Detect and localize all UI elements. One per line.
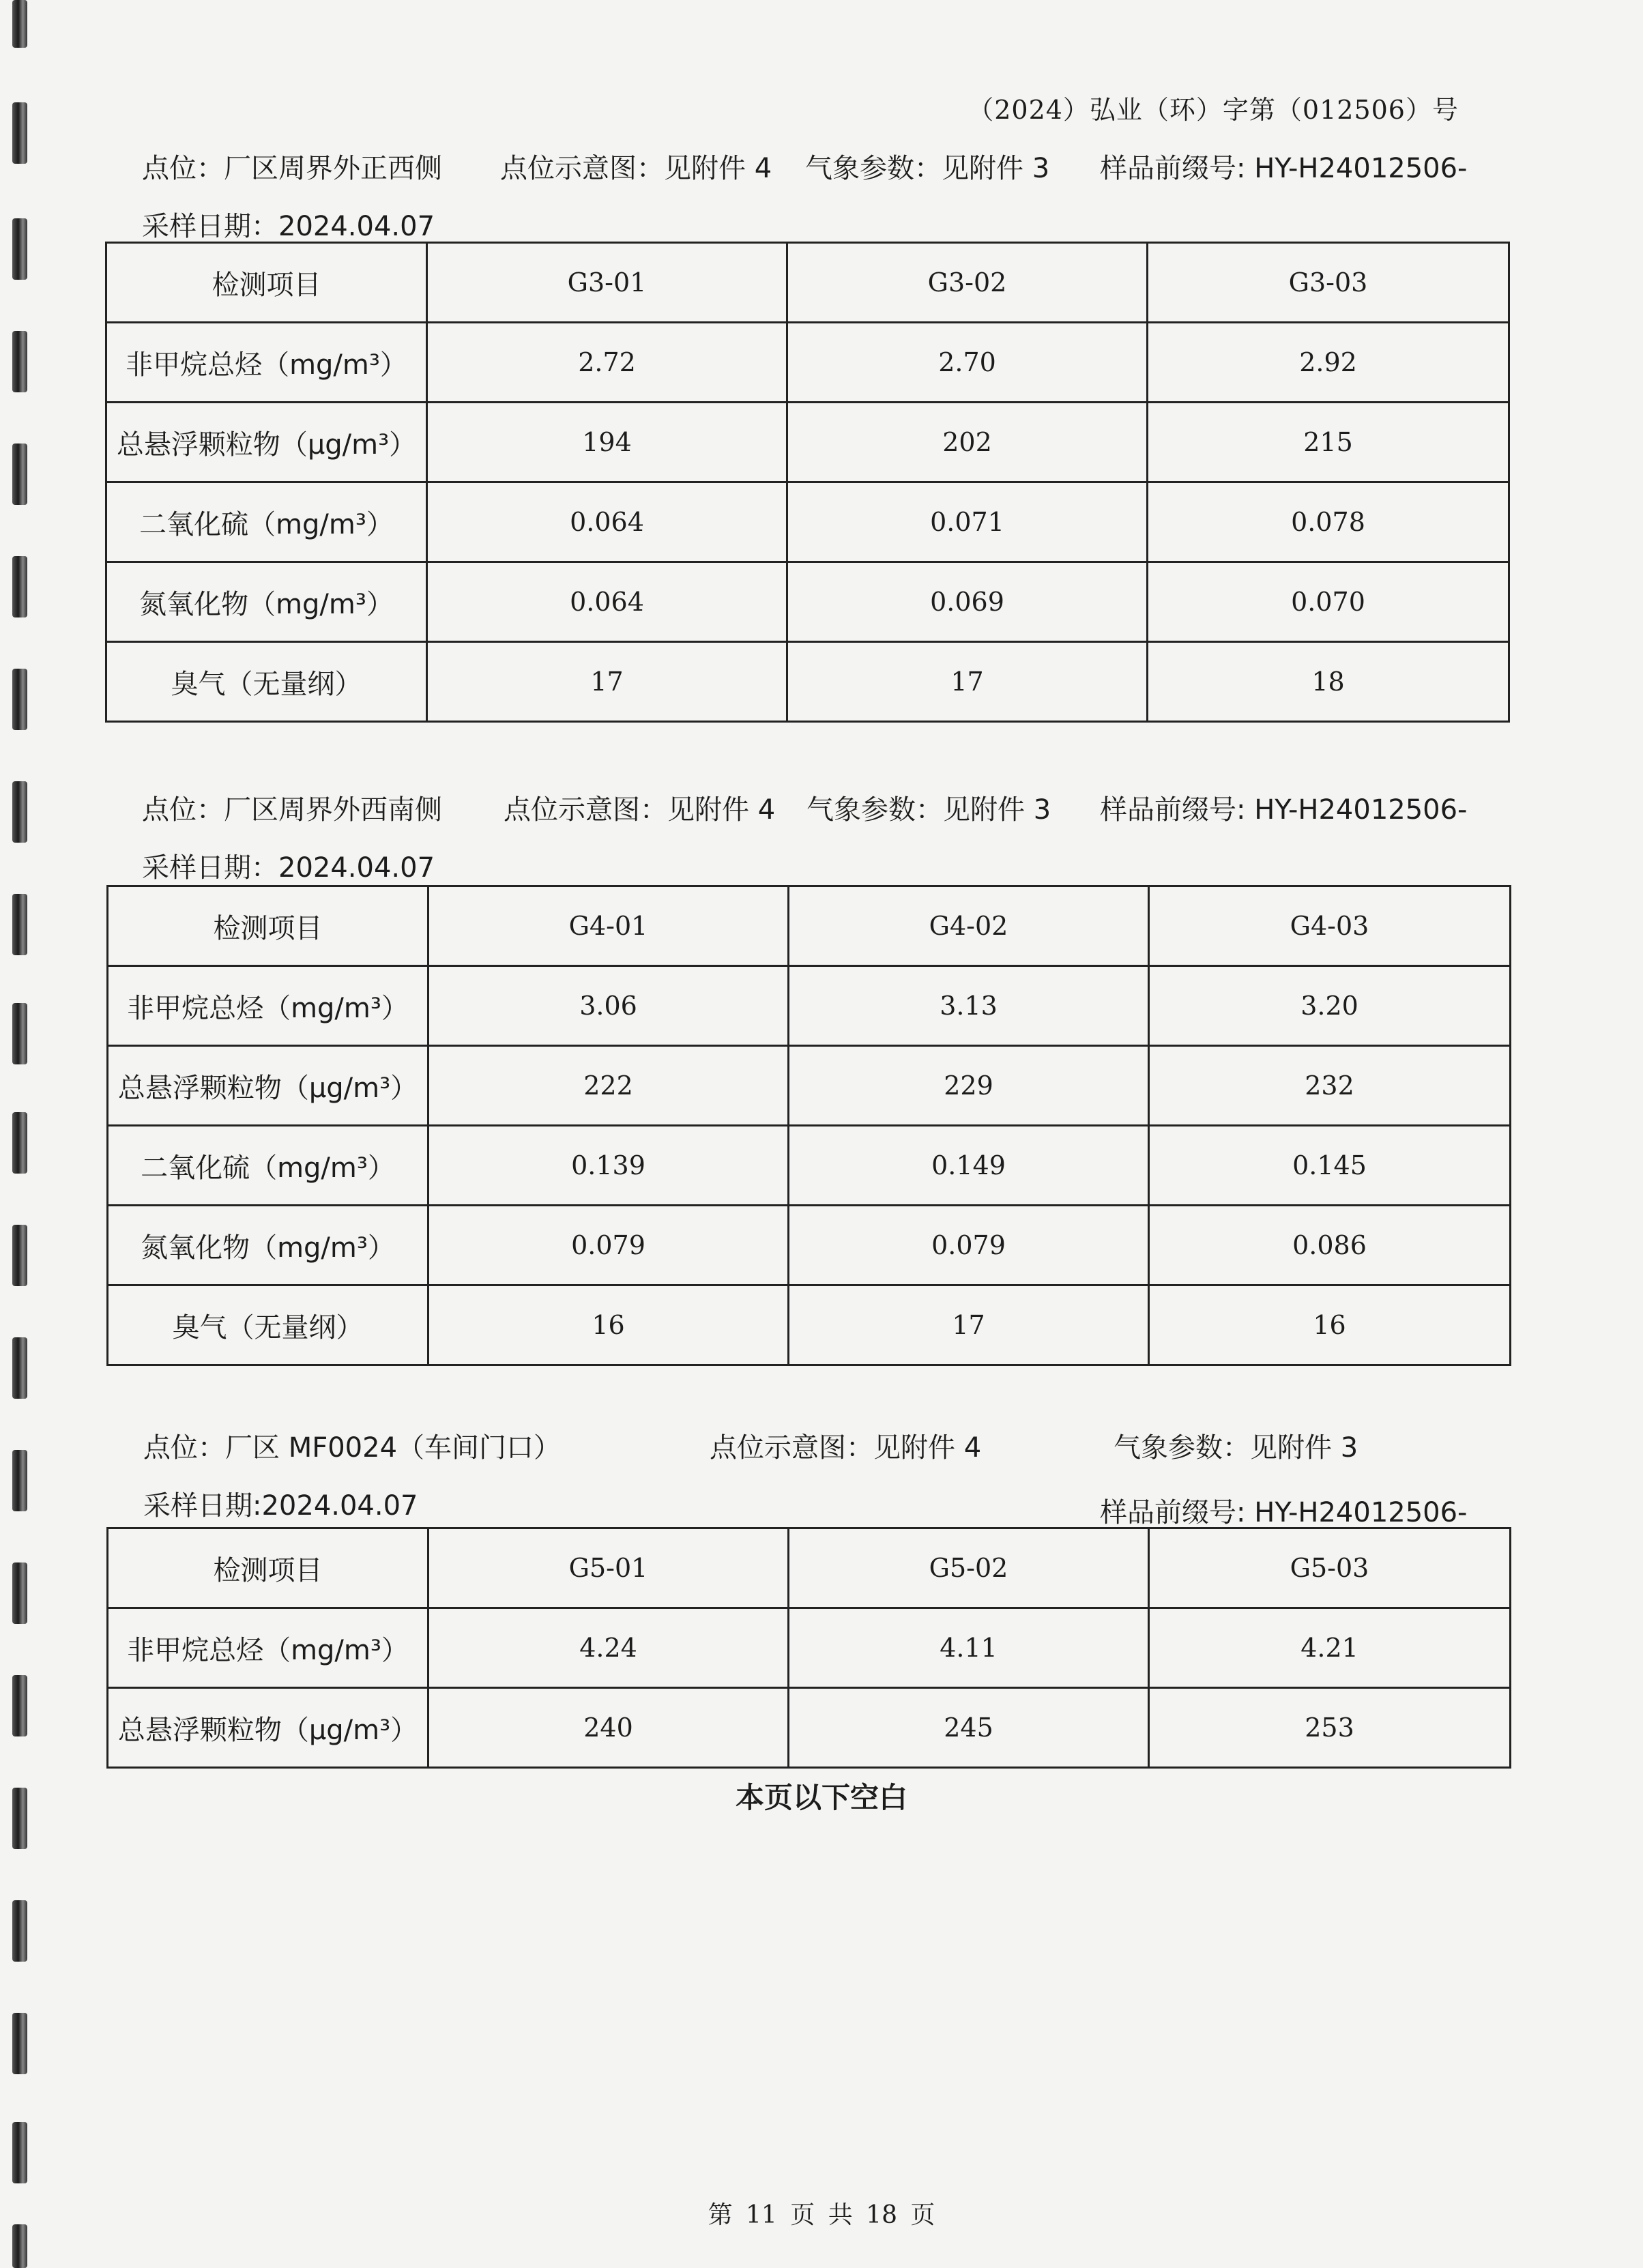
header-item: 检测项目 — [106, 243, 427, 323]
section3-diagram: 点位示意图：见附件 4 — [710, 1432, 982, 1464]
cell-value: 4.21 — [1149, 1608, 1511, 1688]
table-row — [108, 1688, 1511, 1768]
table-row — [108, 1608, 1511, 1688]
section2-weather: 气象参数：见附件 3 — [806, 794, 1051, 826]
section3-table — [106, 1527, 1511, 1769]
table-row — [108, 1285, 1511, 1365]
cell-value: 245 — [789, 1688, 1149, 1768]
cell-value: 0.145 — [1149, 1126, 1511, 1206]
section1-table — [105, 242, 1510, 723]
header-sample: G3-02 — [787, 243, 1148, 323]
cell-value: 0.070 — [1148, 562, 1509, 642]
section1-prefix: 样品前缀号: HY-H24012506- — [1100, 153, 1468, 184]
cell-value: 0.071 — [787, 482, 1148, 562]
header-sample: G4-03 — [1149, 886, 1511, 966]
cell-value: 0.079 — [428, 1206, 789, 1285]
row-item: 非甲烷总烃（mg/m³） — [106, 323, 427, 403]
section3-point: 点位：厂区 MF0024（车间门口） — [143, 1432, 562, 1464]
table-row — [106, 403, 1509, 482]
row-item: 总悬浮颗粒物（μg/m³） — [108, 1046, 428, 1126]
section2-point: 点位：厂区周界外西南侧 — [142, 794, 442, 826]
row-item: 臭气（无量纲） — [106, 642, 427, 722]
table-header-row — [108, 886, 1511, 966]
table-row — [108, 1206, 1511, 1285]
section2-diagram: 点位示意图：见附件 4 — [504, 794, 776, 826]
section3-prefix: 样品前缀号: HY-H24012506- — [1100, 1497, 1468, 1528]
cell-value: 18 — [1148, 642, 1509, 722]
table-row — [106, 482, 1509, 562]
row-item: 非甲烷总烃（mg/m³） — [108, 966, 428, 1046]
row-item: 二氧化硫（mg/m³） — [106, 482, 427, 562]
cell-value: 16 — [428, 1285, 789, 1365]
table-row — [106, 323, 1509, 403]
cell-value: 2.70 — [787, 323, 1148, 403]
cell-value: 0.078 — [1148, 482, 1509, 562]
cell-value: 0.069 — [787, 562, 1148, 642]
binding-holes — [0, 0, 55, 2268]
row-item: 非甲烷总烃（mg/m³） — [108, 1608, 428, 1688]
section2-date: 采样日期：2024.04.07 — [142, 852, 435, 884]
section1-weather: 气象参数：见附件 3 — [805, 153, 1050, 184]
cell-value: 2.92 — [1148, 323, 1509, 403]
cell-value: 3.13 — [789, 966, 1149, 1046]
row-item: 氮氧化物（mg/m³） — [108, 1206, 428, 1285]
section1-diagram: 点位示意图：见附件 4 — [500, 153, 772, 184]
row-item: 臭气（无量纲） — [108, 1285, 428, 1365]
cell-value: 0.079 — [789, 1206, 1149, 1285]
header-sample: G4-02 — [789, 886, 1149, 966]
cell-value: 17 — [789, 1285, 1149, 1365]
header-item: 检测项目 — [108, 886, 428, 966]
section2-table — [106, 885, 1511, 1366]
table-header-row — [106, 243, 1509, 323]
header-sample: G5-03 — [1149, 1528, 1511, 1608]
document-number: （2024）弘业（环）字第（012506）号 — [968, 95, 1459, 125]
cell-value: 0.064 — [427, 482, 787, 562]
row-item: 氮氧化物（mg/m³） — [106, 562, 427, 642]
header-sample: G5-01 — [428, 1528, 789, 1608]
table-header-row — [108, 1528, 1511, 1608]
cell-value: 2.72 — [427, 323, 787, 403]
table-row — [108, 966, 1511, 1046]
header-sample: G5-02 — [789, 1528, 1149, 1608]
cell-value: 253 — [1149, 1688, 1511, 1768]
cell-value: 4.11 — [789, 1608, 1149, 1688]
cell-value: 194 — [427, 403, 787, 482]
row-item: 总悬浮颗粒物（μg/m³） — [108, 1688, 428, 1768]
header-sample: G4-01 — [428, 886, 789, 966]
table-row — [106, 562, 1509, 642]
blank-below-note: 本页以下空白 — [735, 1781, 907, 1814]
cell-value: 0.149 — [789, 1126, 1149, 1206]
cell-value: 240 — [428, 1688, 789, 1768]
cell-value: 17 — [427, 642, 787, 722]
cell-value: 16 — [1149, 1285, 1511, 1365]
cell-value: 222 — [428, 1046, 789, 1126]
cell-value: 3.20 — [1149, 966, 1511, 1046]
header-item: 检测项目 — [108, 1528, 428, 1608]
cell-value: 202 — [787, 403, 1148, 482]
cell-value: 0.086 — [1149, 1206, 1511, 1285]
cell-value: 4.24 — [428, 1608, 789, 1688]
section3-date: 采样日期:2024.04.07 — [143, 1490, 418, 1522]
header-sample: G3-01 — [427, 243, 787, 323]
table-row — [108, 1046, 1511, 1126]
section2-prefix: 样品前缀号: HY-H24012506- — [1100, 794, 1468, 826]
table-row — [106, 642, 1509, 722]
cell-value: 0.064 — [427, 562, 787, 642]
cell-value: 229 — [789, 1046, 1149, 1126]
row-item: 二氧化硫（mg/m³） — [108, 1126, 428, 1206]
cell-value: 17 — [787, 642, 1148, 722]
section1-date: 采样日期：2024.04.07 — [142, 211, 435, 242]
page-footer: 第 11 页 共 18 页 — [708, 2201, 935, 2229]
cell-value: 215 — [1148, 403, 1509, 482]
row-item: 总悬浮颗粒物（μg/m³） — [106, 403, 427, 482]
cell-value: 232 — [1149, 1046, 1511, 1126]
section3-weather: 气象参数：见附件 3 — [1114, 1432, 1358, 1464]
cell-value: 3.06 — [428, 966, 789, 1046]
cell-value: 0.139 — [428, 1126, 789, 1206]
section1-point: 点位：厂区周界外正西侧 — [142, 153, 442, 184]
header-sample: G3-03 — [1148, 243, 1509, 323]
table-row — [108, 1126, 1511, 1206]
